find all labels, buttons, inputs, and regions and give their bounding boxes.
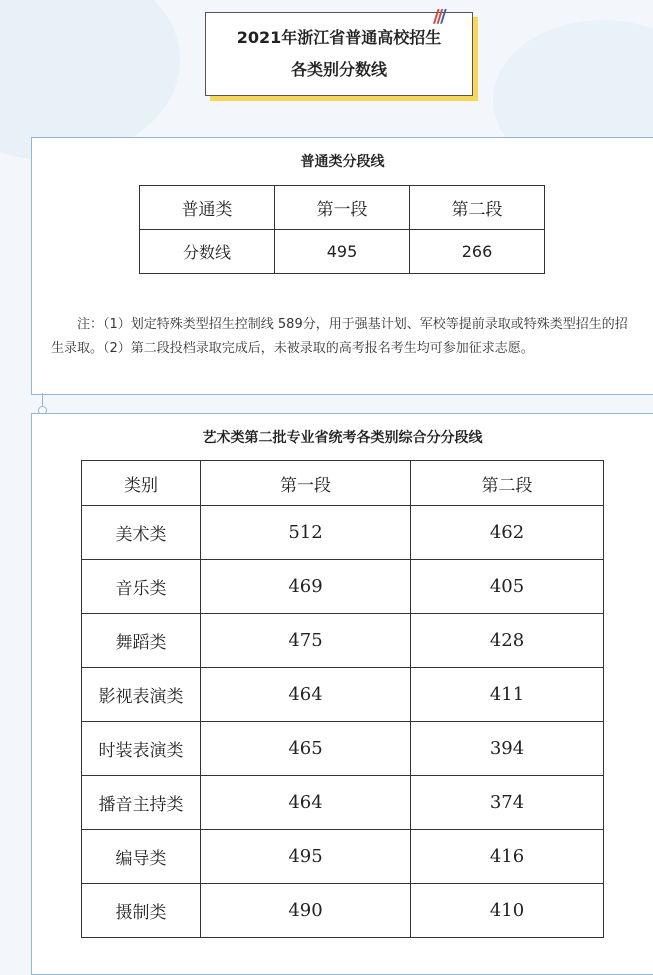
table-cell: 411 xyxy=(411,668,604,722)
table-header-row xyxy=(140,186,545,230)
table-cell: 时装表演类 xyxy=(82,722,201,776)
general-section-title: 普通类分段线 xyxy=(300,154,385,170)
table-row xyxy=(82,668,604,722)
general-note: 注：（1）划定特殊类型招生控制线 589分，用于强基计划、军校等提前录取或特殊类型招生的招生录取。（2）第二段投档录取完成后，未被录取的高考报名考生均可参加征求志愿。 xyxy=(51,317,628,356)
table-cell: 分数线 xyxy=(140,230,275,274)
table-header-row xyxy=(82,461,604,506)
table-row xyxy=(82,560,604,614)
table-cell: 美术类 xyxy=(82,506,201,560)
table-cell: 405 xyxy=(411,560,604,614)
table-cell: 影视表演类 xyxy=(82,668,201,722)
table-cell: 469 xyxy=(201,560,411,614)
table-cell: 512 xyxy=(201,506,411,560)
table-row xyxy=(82,614,604,668)
title-banner xyxy=(205,6,473,96)
table-cell: 464 xyxy=(201,776,411,830)
table-header-cell: 类别 xyxy=(82,461,201,506)
table-cell: 416 xyxy=(411,830,604,884)
table-cell: 464 xyxy=(201,668,411,722)
table-row xyxy=(140,230,545,274)
slash-decoration-icon: /// xyxy=(433,6,444,27)
art-section-title: 艺术类第二批专业省统考各类别综合分分段线 xyxy=(202,430,483,446)
table-cell: 475 xyxy=(201,614,411,668)
table-header-cell: 第二段 xyxy=(410,186,545,230)
background-decoration xyxy=(0,0,180,160)
art-score-card xyxy=(31,413,653,975)
table-cell: 舞蹈类 xyxy=(82,614,201,668)
table-row xyxy=(82,506,604,560)
table-cell: 410 xyxy=(411,884,604,938)
table-row xyxy=(82,776,604,830)
table-cell: 462 xyxy=(411,506,604,560)
table-cell: 音乐类 xyxy=(82,560,201,614)
general-score-card xyxy=(31,137,653,395)
table-cell: 465 xyxy=(201,722,411,776)
table-cell: 495 xyxy=(201,830,411,884)
table-cell: 490 xyxy=(201,884,411,938)
art-score-table xyxy=(81,460,604,938)
table-header-cell: 普通类 xyxy=(140,186,275,230)
table-cell: 播音主持类 xyxy=(82,776,201,830)
table-row xyxy=(82,884,604,938)
table-header-cell: 第二段 xyxy=(411,461,604,506)
page-title-line1: 2021年浙江省普通高校招生 xyxy=(236,28,442,47)
table-cell: 编导类 xyxy=(82,830,201,884)
table-row xyxy=(82,830,604,884)
page-title-line2: 各类别分数线 xyxy=(290,60,387,79)
table-cell: 394 xyxy=(411,722,604,776)
table-cell: 摄制类 xyxy=(82,884,201,938)
table-cell: 495 xyxy=(275,230,410,274)
table-cell: 266 xyxy=(410,230,545,274)
table-cell: 428 xyxy=(411,614,604,668)
general-score-table xyxy=(139,185,545,274)
table-header-cell: 第一段 xyxy=(275,186,410,230)
table-header-cell: 第一段 xyxy=(201,461,411,506)
table-cell: 374 xyxy=(411,776,604,830)
table-row xyxy=(82,722,604,776)
